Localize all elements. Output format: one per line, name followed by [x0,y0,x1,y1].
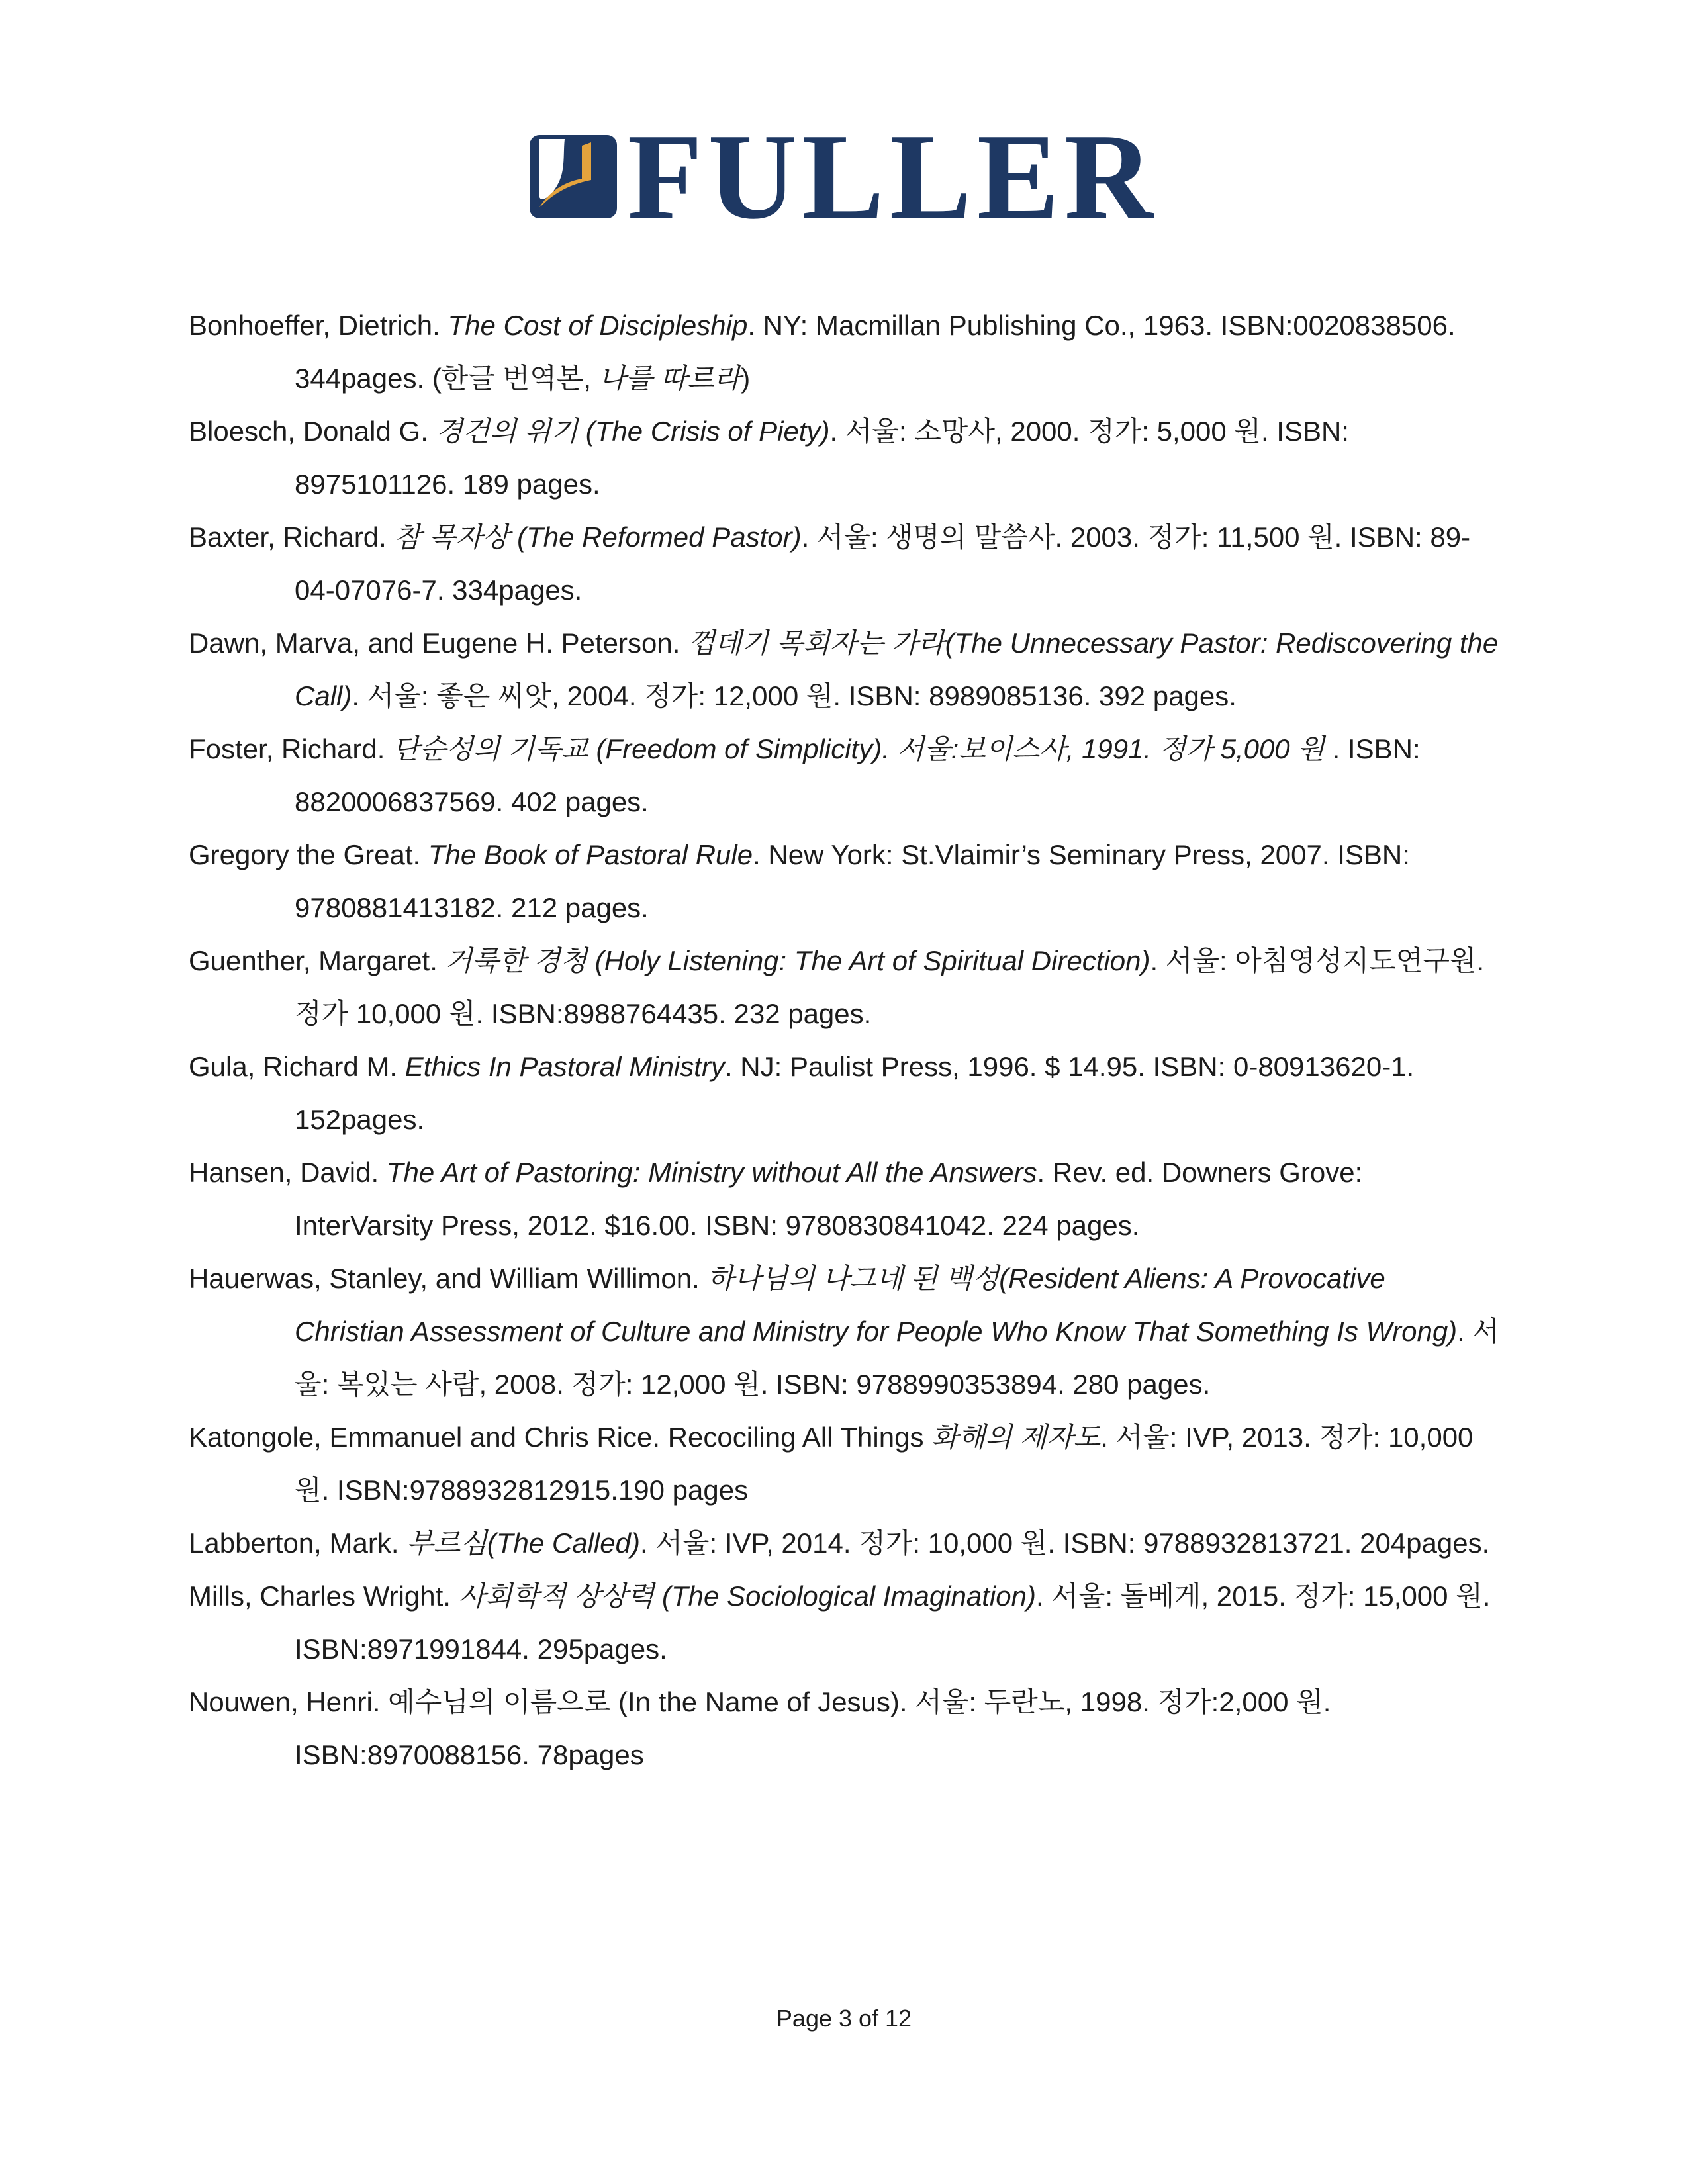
entry-text-run: The Book of Pastoral Rule [428,839,753,870]
entry-text-run: Gula, Richard M. [189,1051,405,1082]
entry-text-run: Katongole, Emmanuel and Chris Rice. Recociling All Things [189,1422,932,1453]
entry-text-run: 화해의 제자도 [931,1422,1101,1453]
entry-text-run: . 서울: 소망사, 2000. 정가: 5,000 원. ISBN: 8975101126. 189 pages. [295,416,1349,500]
bibliography-list [189,299,1502,1782]
entry-text-run: Foster, Richard. [189,733,393,764]
bibliography-entry [189,723,1502,829]
entry-text-run: Nouwen, Henri. 예수님의 이름으로 (In the Name of Jesus). 서울: 두란노, 1998. 정가:2,000 원. ISBN:8970088156. 78pages [189,1686,1331,1770]
entry-text-run: 사회학적 상상력 (The Sociological Imagination) [458,1580,1036,1612]
entry-text-run: . 서울: 아침영성지도연구원. 정가 10,000 원. ISBN:8988764435. 232 pages. [295,945,1485,1029]
entry-text-run: 참 목자상 (The Reformed Pastor) [394,522,802,553]
entry-text-run: Labberton, Mark. [189,1527,407,1559]
entry-text-run: Dawn, Marva, and Eugene H. Peterson. [189,627,688,659]
bibliography-entry [189,1411,1502,1517]
entry-text-run: . 서울: IVP, 2013. 정가: 10,000 원. ISBN:9788932812915.190 pages [295,1422,1474,1506]
bibliography-entry [189,1040,1502,1146]
entry-text-run: . 서울: 돌베게, 2015. 정가: 15,000 원. ISBN:8971991844. 295pages. [295,1580,1491,1664]
entry-text-run: 껍데기 목회자는 가라(The Unnecessary Pastor: Rediscovering the Call) [295,627,1499,711]
bibliography-entry [189,511,1502,617]
fuller-logo-text: FULLER [627,109,1159,245]
entry-text-run: . 서울: 복있는 사람, 2008. 정가: 12,000 원. ISBN: 9788990353894. 280 pages. [295,1316,1500,1400]
entry-text-run: The Cost of Discipleship [447,310,748,341]
bibliography-entry [189,1252,1502,1411]
fuller-logo [0,109,1688,245]
entry-text-run: Bonhoeffer, Dietrich. [189,310,448,341]
entry-text-run: . New York: St.Vlaimir’s Seminary Press, 2007. ISBN: 9780881413182. 212 pages. [295,839,1410,923]
entry-text-run: 하나님의 나그네 된 백성(Resident Aliens: A Provocative Christian Assessment of Culture and Ministry for People Who Know That Something Is Wrong) [295,1263,1458,1347]
bibliography-entry [189,1517,1502,1570]
bibliography-entry [189,617,1502,723]
entry-text-run: . ISBN: 8820006837569. 402 pages. [295,733,1421,817]
page-number-footer: Page 3 of 12 [776,2005,912,2032]
entry-text-run: . Rev. ed. Downers Grove: InterVarsity Press, 2012. $16.00. ISBN: 9780830841042. 224 pages. [295,1157,1363,1241]
entry-text-run: . 서울: 좋은 씨앗, 2004. 정가: 12,000 원. ISBN: 8989085136. 392 pages. [352,680,1237,711]
entry-text-run: Guenther, Margaret. [189,945,445,976]
entry-text-run: 단순성의 기독교 (Freedom of Simplicity). 서울:보이스사, 1991. 정가 5,000 원 [393,733,1325,764]
entry-text-run: 부르심(The Called) [406,1527,640,1559]
entry-text-run: Baxter, Richard. [189,522,395,553]
entry-text-run: Gregory the Great. [189,839,428,870]
entry-text-run: Mills, Charles Wright. [189,1580,459,1612]
entry-text-run: The Art of Pastoring: Ministry without All the Answers [386,1157,1037,1188]
entry-text-run: Bloesch, Donald G. [189,416,436,447]
entry-text-run: ) [741,363,751,394]
bibliography-entry [189,405,1502,511]
bibliography-entry [189,934,1502,1040]
entry-text-run: Hauerwas, Stanley, and William Willimon. [189,1263,708,1294]
entry-text-run: . 서울: IVP, 2014. 정가: 10,000 원. ISBN: 9788932813721. 204pages. [639,1527,1490,1559]
open-book-logo-icon [530,135,617,218]
entry-text-run: Ethics In Pastoral Ministry [404,1051,725,1082]
entry-text-run: . 서울: 생명의 말씀사. 2003. 정가: 11,500 원. ISBN: 89-04-07076-7. 334pages. [295,522,1471,606]
entry-text-run: 경건의 위기 (The Crisis of Piety) [436,416,830,447]
bibliography-entry [189,1676,1502,1782]
bibliography-entry [189,1570,1502,1676]
bibliography-entry [189,1146,1502,1252]
entry-text-run: . NJ: Paulist Press, 1996. $ 14.95. ISBN: 0-80913620-1. 152pages. [295,1051,1415,1135]
entry-text-run: 나를 따르라 [598,363,741,394]
bibliography-entry [189,829,1502,934]
entry-text-run: . NY: Macmillan Publishing Co., 1963. ISBN:0020838506. 344pages. (한글 번역본, [295,310,1456,394]
bibliography-entry [189,299,1502,405]
entry-text-run: Hansen, David. [189,1157,387,1188]
entry-text-run: 거룩한 경청 (Holy Listening: The Art of Spiritual Direction) [445,945,1150,976]
